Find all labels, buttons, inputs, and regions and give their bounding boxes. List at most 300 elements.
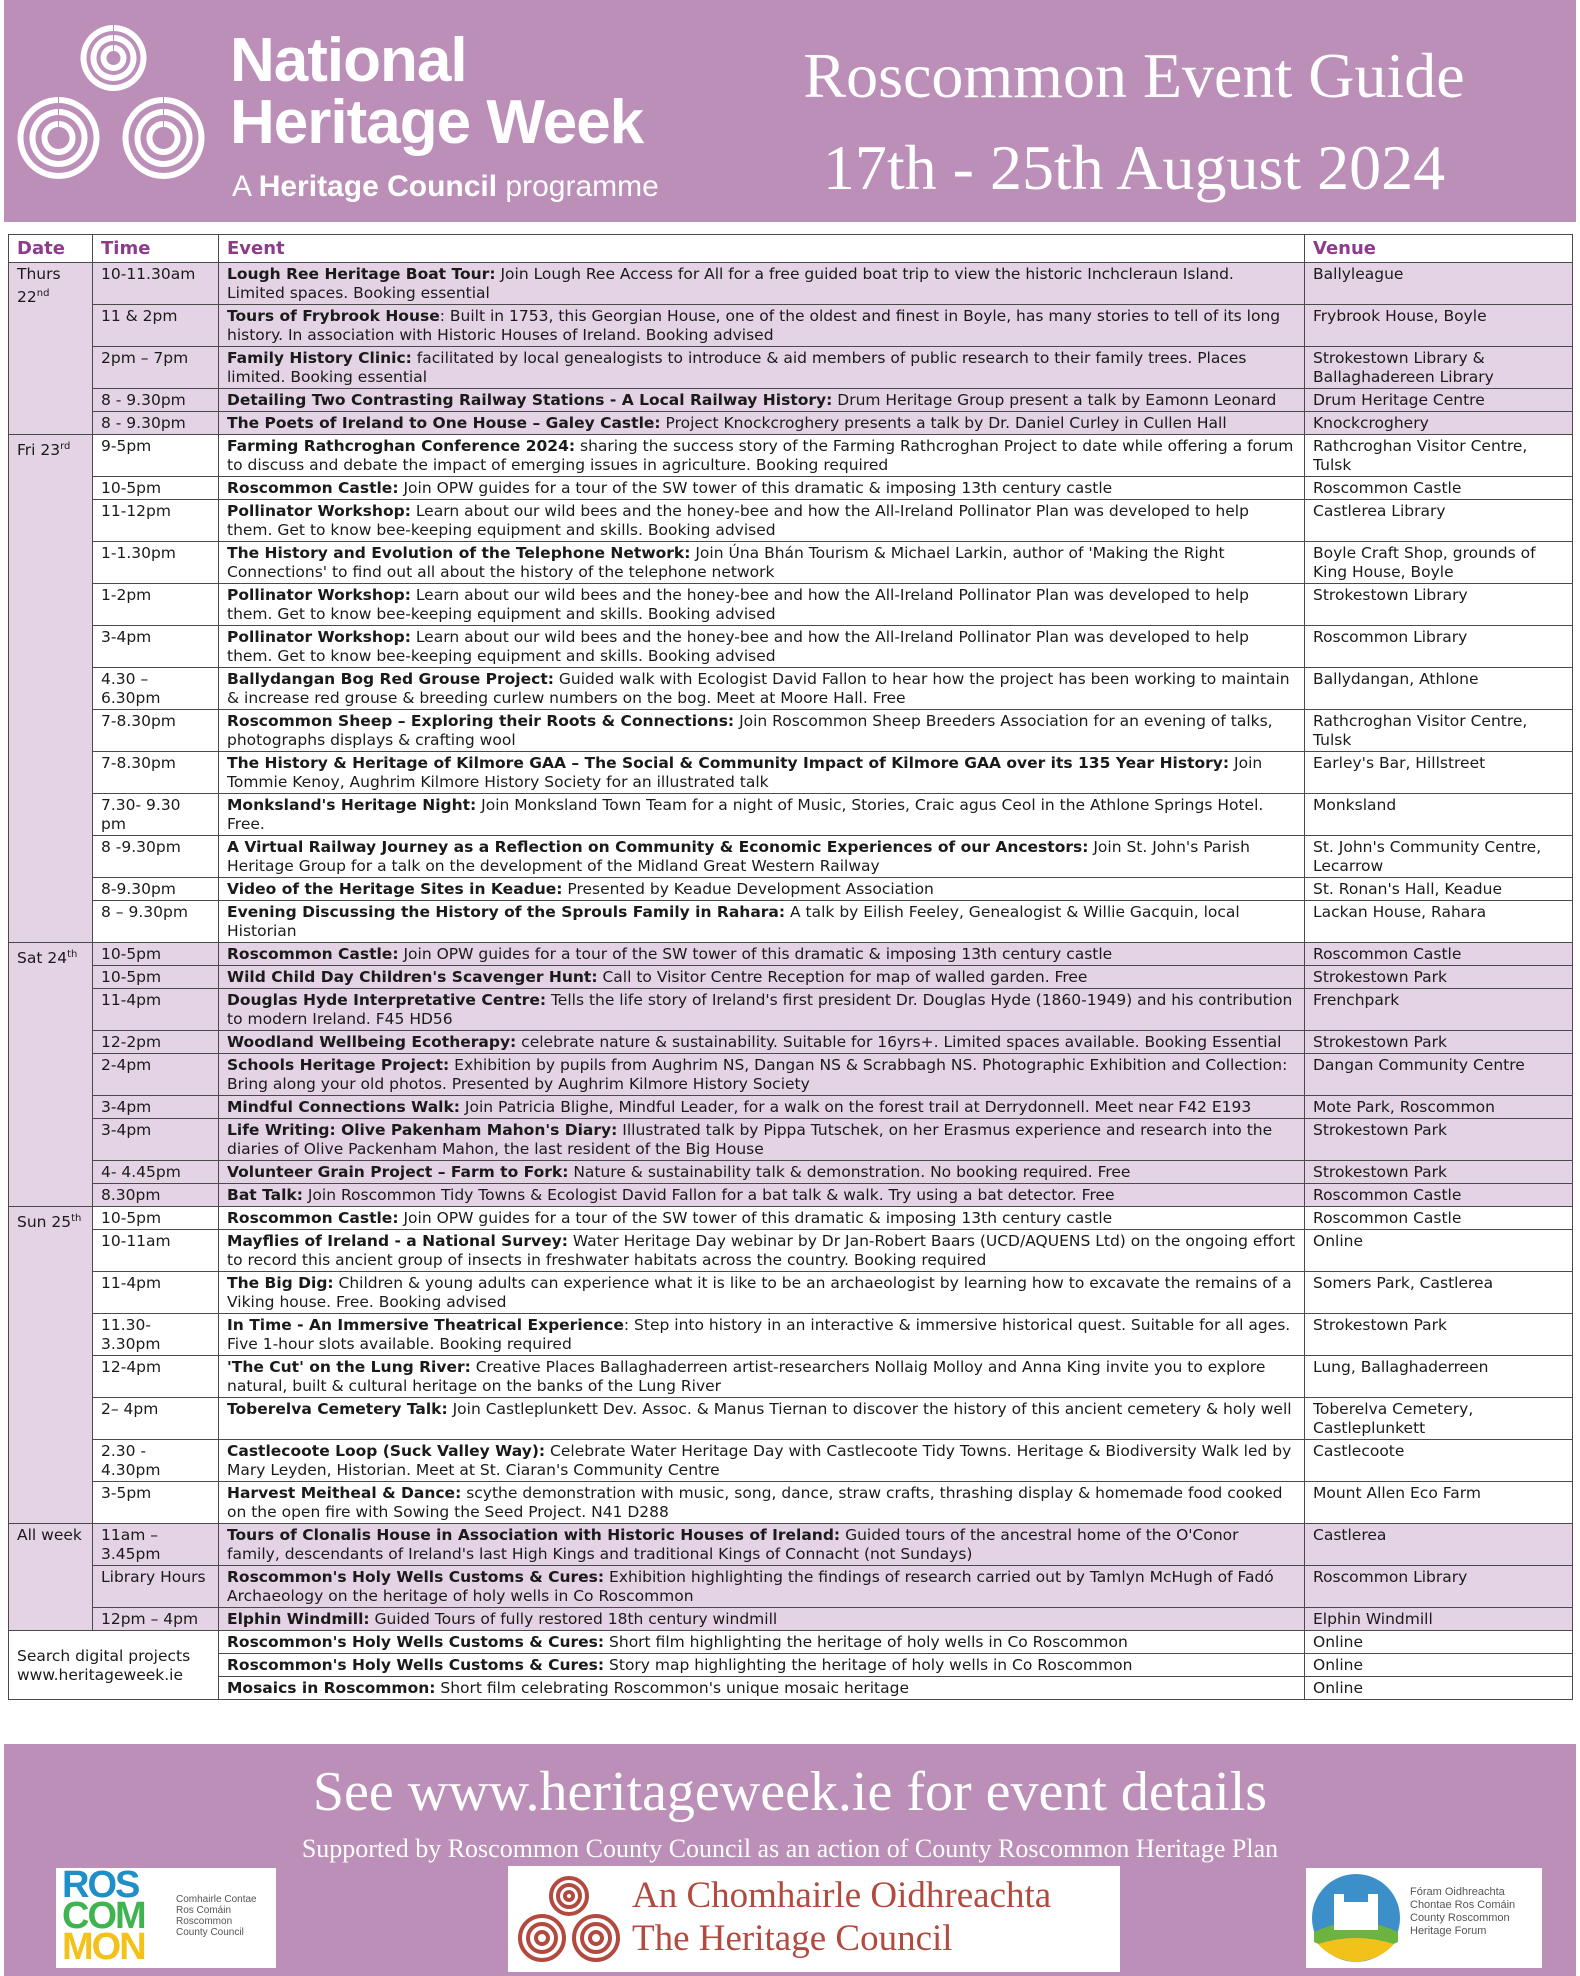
event-row (9, 668, 1573, 710)
event-title: Douglas Hyde Interpretative Centre: (227, 991, 547, 1009)
footer-banner (4, 1744, 1576, 1976)
event-title: A Virtual Railway Journey as a Reflection on Community & Economic Experiences of our Ancestors: (227, 838, 1089, 856)
event-venue: Mount Allen Eco Farm (1305, 1482, 1573, 1524)
events-table (8, 234, 1573, 1700)
event-title: The History and Evolution of the Telephone Network: (227, 544, 691, 562)
event-time: 11.30- 3.30pm (93, 1314, 219, 1356)
event-row (9, 836, 1573, 878)
event-description: Join Úna Bhán Tourism & Michael Larkin, author of 'Making the Right Connections' to find out all about the history of the telephone network (227, 544, 1225, 581)
event-title: Ballydangan Bog Red Grouse Project: (227, 670, 554, 688)
event-title: Castlecoote Loop (Suck Valley Way): (227, 1442, 546, 1460)
event-title: Video of the Heritage Sites in Keadue: (227, 880, 563, 898)
event-description-cell (219, 943, 1305, 966)
event-description: Illustrated talk by Pippa Tutschek, on her Erasmus experience and research into the diaries of Olive Packenham Mahon, the last resident of the Big House (227, 1121, 1273, 1158)
event-venue: Rathcroghan Visitor Centre, Tulsk (1305, 710, 1573, 752)
event-description: Project Knockcroghery presents a talk by Dr. Daniel Curley in Cullen Hall (660, 414, 1227, 432)
event-title: Harvest Meitheal & Dance: (227, 1484, 462, 1502)
event-time: 10-5pm (93, 477, 219, 500)
event-title: Roscommon Castle: (227, 1209, 399, 1227)
event-time: 11-4pm (93, 989, 219, 1031)
castle-circle-icon (1310, 1872, 1402, 1964)
digital-project-title: Roscommon's Holy Wells Customs & Cures: (227, 1656, 605, 1674)
event-time: 2– 4pm (93, 1398, 219, 1440)
event-description: Learn about our wild bees and the honey-bee and how the All-Ireland Pollinator Plan was developed to help them. Get to know bee-keeping equipment and skills. Booking advised (227, 502, 1249, 539)
event-description-cell (219, 1031, 1305, 1054)
forum-text-line: Fóram Oidhreachta (1410, 1886, 1505, 1898)
heritage-council-name (632, 1874, 1051, 1960)
event-time: 3-5pm (93, 1482, 219, 1524)
ros-text-line: Comhairle Contae (176, 1894, 257, 1905)
triple-spiral-logo-icon (14, 18, 214, 188)
digital-project-title: Mosaics in Roscommon: (227, 1679, 436, 1697)
event-description-cell (219, 500, 1305, 542)
event-title: Family History Clinic: (227, 349, 412, 367)
heritage-council-logo (508, 1866, 1120, 1972)
event-description: Join Patricia Blighe, Mindful Leader, for a walk on the forest trail at Derrydonnell. Meet near F42 E193 (460, 1098, 1252, 1116)
event-title: Roscommon Sheep – Exploring their Roots & Connections: (227, 712, 735, 730)
event-description-cell (219, 1482, 1305, 1524)
event-description-cell (219, 1230, 1305, 1272)
event-time: 8 - 9.30pm (93, 412, 219, 435)
event-description-cell (219, 1161, 1305, 1184)
event-time: 10-5pm (93, 966, 219, 989)
event-venue: Strokestown Park (1305, 1161, 1573, 1184)
event-time: 8.30pm (93, 1184, 219, 1207)
event-description: Exhibition by pupils from Aughrim NS, Dangan NS & Scrabbagh NS. Photographic Exhibition and Collection: Bring along your old photos. Presented by Aughrim Kilmore History Society (227, 1056, 1288, 1093)
event-title: Roscommon Castle: (227, 479, 399, 497)
event-time: 2pm – 7pm (93, 347, 219, 389)
event-row (9, 1608, 1573, 1631)
digital-project-row (9, 1654, 1573, 1677)
event-venue: St. Ronan's Hall, Keadue (1305, 878, 1573, 901)
event-title: Pollinator Workshop: (227, 628, 411, 646)
header-banner (4, 0, 1576, 222)
event-title: Volunteer Grain Project – Farm to Fork: (227, 1163, 569, 1181)
event-venue: Roscommon Castle (1305, 477, 1573, 500)
event-row (9, 477, 1573, 500)
event-venue: Elphin Windmill (1305, 1608, 1573, 1631)
event-venue: Lung, Ballaghaderreen (1305, 1356, 1573, 1398)
event-description-cell (219, 626, 1305, 668)
programme-title-line1: National (230, 26, 467, 95)
event-venue: Earley's Bar, Hillstreet (1305, 752, 1573, 794)
event-row (9, 710, 1573, 752)
digital-project-cell (219, 1677, 1305, 1700)
event-venue: Roscommon Library (1305, 1566, 1573, 1608)
forum-logo-text (1410, 1886, 1515, 1938)
event-time: 8 -9.30pm (93, 836, 219, 878)
event-description-cell (219, 836, 1305, 878)
event-row (9, 1031, 1573, 1054)
event-time: 11am – 3.45pm (93, 1524, 219, 1566)
guide-title-line: Roscommon Event Guide (803, 40, 1465, 111)
event-title: Roscommon Castle: (227, 945, 399, 963)
event-row (9, 626, 1573, 668)
event-title: Farming Rathcroghan Conference 2024: (227, 437, 576, 455)
event-time: 10-11am (93, 1230, 219, 1272)
hc-name-irish: An Chomhairle Oidhreachta (632, 1875, 1052, 1916)
event-venue: Lackan House, Rahara (1305, 901, 1573, 943)
event-date-suffix: rd (60, 441, 71, 452)
digital-project-description: Short film highlighting the heritage of holy wells in Co Roscommon (604, 1633, 1128, 1651)
event-description-cell (219, 263, 1305, 305)
event-description-cell (219, 1119, 1305, 1161)
event-time: 3-4pm (93, 1096, 219, 1119)
event-time: 10-5pm (93, 1207, 219, 1230)
event-venue: Strokestown Park (1305, 1314, 1573, 1356)
event-description: Join Castleplunkett Dev. Assoc. & Manus Tiernan to discover the history of this ancient cemetery & holy well (447, 1400, 1292, 1418)
event-date: Thurs (17, 265, 61, 283)
event-description-cell (219, 1398, 1305, 1440)
event-description: sharing the success story of the Farming Rathcroghan Project to date while offering a forum to discuss and debate the impact of emerging issues in agriculture. Booking required (227, 437, 1294, 474)
ros-letters-line1: ROS (62, 1864, 139, 1906)
event-venue: Frenchpark (1305, 989, 1573, 1031)
event-date-cell (9, 943, 93, 1207)
event-row (9, 1566, 1573, 1608)
event-date-cell (9, 1207, 93, 1524)
event-description-cell (219, 1566, 1305, 1608)
column-header-time: Time (93, 235, 219, 263)
event-row (9, 1524, 1573, 1566)
event-description-cell (219, 1608, 1305, 1631)
event-row (9, 901, 1573, 943)
event-venue: Ballyleague (1305, 263, 1573, 305)
event-row (9, 500, 1573, 542)
event-time: Library Hours (93, 1566, 219, 1608)
event-row (9, 263, 1573, 305)
event-venue: Strokestown Park (1305, 966, 1573, 989)
event-description-cell (219, 1356, 1305, 1398)
event-title: 'The Cut' on the Lung River: (227, 1358, 471, 1376)
event-venue: Knockcroghery (1305, 412, 1573, 435)
event-venue: Somers Park, Castlerea (1305, 1272, 1573, 1314)
event-description: Celebrate Water Heritage Day with Castlecoote Tidy Towns. Heritage & Biodiversity Walk led by Mary Leyden, Historian. Meet at St. Ciaran's Community Centre (227, 1442, 1292, 1479)
event-venue: Strokestown Park (1305, 1119, 1573, 1161)
event-description: Guided walk with Ecologist David Fallon to hear how the project has been working to maintain & increase red grouse & breeding curlew numbers on the bog. Meet at Moore Hall. Free (227, 670, 1290, 707)
event-description: Join OPW guides for a tour of the SW tower of this dramatic & imposing 13th century castle (398, 945, 1113, 963)
event-date-cell (9, 1524, 93, 1631)
event-row (9, 1440, 1573, 1482)
event-time: 9-5pm (93, 435, 219, 477)
event-row (9, 389, 1573, 412)
programme-title-line2: Heritage Week (230, 88, 644, 157)
event-time: 11 & 2pm (93, 305, 219, 347)
event-description: Presented by Keadue Development Association (562, 880, 934, 898)
digital-project-cell (219, 1631, 1305, 1654)
event-description: A talk by Eilish Feeley, Genealogist & Willie Gacquin, local Historian (227, 903, 1240, 940)
event-row (9, 584, 1573, 626)
event-description: Exhibition highlighting the findings of research carried out by Tamlyn McHugh of Fadó Archaeology on the heritage of holy wells in Co Roscommon (227, 1568, 1274, 1605)
event-time: 4- 4.45pm (93, 1161, 219, 1184)
event-venue: Strokestown Library (1305, 584, 1573, 626)
ros-logo-letters (62, 1864, 145, 1968)
event-description: Join Lough Ree Access for All for a free guided boat trip to view the historic Inchcleraun Island. Limited spaces. Booking essential (227, 265, 1234, 302)
event-date-number: 22 (17, 288, 37, 307)
event-title: Pollinator Workshop: (227, 586, 411, 604)
event-description: Join OPW guides for a tour of the SW tower of this dramatic & imposing 13th century castle (398, 479, 1113, 497)
event-title: Wild Child Day Children's Scavenger Hunt: (227, 968, 598, 986)
ros-letters-line2: COM (62, 1895, 145, 1937)
event-description: : Step into history in an interactive & immersive historical quest. Suitable for all ages. Five 1-hour slots available. Booking required (227, 1316, 1291, 1353)
digital-label-line1: Search digital projects (17, 1646, 191, 1665)
event-title: Bat Talk: (227, 1186, 303, 1204)
event-title: Schools Heritage Project: (227, 1056, 450, 1074)
event-description: Guided tours of the ancestral home of the O'Conor family, descendants of Ireland's last High Kings and traditional Kings of Connacht (not Sundays) (227, 1526, 1239, 1563)
event-time: 12pm – 4pm (93, 1608, 219, 1631)
event-date-suffix: th (67, 949, 78, 960)
event-venue: Dangan Community Centre (1305, 1054, 1573, 1096)
event-description-cell (219, 794, 1305, 836)
digital-project-row (9, 1677, 1573, 1700)
event-row (9, 1356, 1573, 1398)
event-row (9, 412, 1573, 435)
event-title: Detailing Two Contrasting Railway Stations - A Local Railway History: (227, 391, 833, 409)
digital-project-description: Story map highlighting the heritage of holy wells in Co Roscommon (604, 1656, 1133, 1674)
event-title: In Time - An Immersive Theatrical Experience (227, 1316, 624, 1334)
event-description-cell (219, 901, 1305, 943)
event-description-cell (219, 668, 1305, 710)
event-row (9, 943, 1573, 966)
event-description: facilitated by local genealogists to introduce & aid members of public research to their family trees. Places limited. Booking essential (227, 349, 1247, 386)
event-date: All week (17, 1526, 82, 1544)
event-description-cell (219, 1314, 1305, 1356)
event-description: Call to Visitor Centre Reception for map of walled garden. Free (597, 968, 1088, 986)
event-venue: Roscommon Castle (1305, 1207, 1573, 1230)
event-time: 1-2pm (93, 584, 219, 626)
forum-text-line: Chontae Ros Comáin (1410, 1899, 1516, 1911)
event-date: Sun 25 (17, 1213, 72, 1232)
event-row (9, 752, 1573, 794)
event-date-cell (9, 435, 93, 943)
event-description-cell (219, 305, 1305, 347)
event-description: Learn about our wild bees and the honey-bee and how the All-Ireland Pollinator Plan was developed to help them. Get to know bee-keeping equipment and skills. Booking advised (227, 586, 1249, 623)
event-venue: Roscommon Castle (1305, 1184, 1573, 1207)
ros-text-line: County Council (176, 1927, 244, 1938)
event-description-cell (219, 966, 1305, 989)
event-description: Nature & sustainability talk & demonstration. No booking required. Free (568, 1163, 1131, 1181)
event-title: Woodland Wellbeing Ecotherapy: (227, 1033, 517, 1051)
event-venue: Strokestown Park (1305, 1031, 1573, 1054)
event-time: 2.30 - 4.30pm (93, 1440, 219, 1482)
event-title: Elphin Windmill: (227, 1610, 370, 1628)
event-title: Pollinator Workshop: (227, 502, 411, 520)
event-description: Join St. John's Parish Heritage Group for a talk on the development of the Midland Great Western Railway (227, 838, 1250, 875)
event-date: Fri 23 (17, 441, 61, 460)
event-description-cell (219, 389, 1305, 412)
event-venue: St. John's Community Centre, Lecarrow (1305, 836, 1573, 878)
event-row (9, 794, 1573, 836)
event-row (9, 1398, 1573, 1440)
event-row (9, 1272, 1573, 1314)
programme-sub-suffix: programme (505, 170, 659, 203)
digital-project-title: Roscommon's Holy Wells Customs & Cures: (227, 1633, 605, 1651)
event-description-cell (219, 347, 1305, 389)
event-description: Learn about our wild bees and the honey-bee and how the All-Ireland Pollinator Plan was developed to help them. Get to know bee-keeping equipment and skills. Booking advised (227, 628, 1249, 665)
event-title: Life Writing: Olive Pakenham Mahon's Diary: (227, 1121, 618, 1139)
event-description: Join OPW guides for a tour of the SW tower of this dramatic & imposing 13th century castle (398, 1209, 1113, 1227)
event-title: Mindful Connections Walk: (227, 1098, 460, 1116)
digital-project-cell (219, 1654, 1305, 1677)
event-venue: Rathcroghan Visitor Centre, Tulsk (1305, 435, 1573, 477)
event-date-suffix: nd (36, 288, 50, 299)
digital-label-line2: www.heritageweek.ie (17, 1665, 184, 1684)
event-date-suffix: th (71, 1213, 82, 1224)
event-description: Creative Places Ballaghaderreen artist-researchers Nollaig Molloy and Anna King invite you to explore natural, built & cultural heritage on the banks of the Lung River (227, 1358, 1266, 1395)
event-venue: Boyle Craft Shop, grounds of King House, Boyle (1305, 542, 1573, 584)
event-row (9, 1119, 1573, 1161)
roscommon-council-logo (56, 1864, 276, 1968)
event-description-cell (219, 435, 1305, 477)
event-venue: Monksland (1305, 794, 1573, 836)
heritage-forum-logo (1306, 1868, 1542, 1968)
digital-project-description: Short film celebrating Roscommon's unique mosaic heritage (435, 1679, 909, 1697)
digital-project-venue: Online (1305, 1654, 1573, 1677)
event-row (9, 1314, 1573, 1356)
event-time: 4.30 – 6.30pm (93, 668, 219, 710)
event-description-cell (219, 1440, 1305, 1482)
digital-project-venue: Online (1305, 1631, 1573, 1654)
event-row (9, 1230, 1573, 1272)
programme-sub-bold: Heritage Council (258, 170, 498, 203)
event-venue: Roscommon Castle (1305, 943, 1573, 966)
event-row (9, 305, 1573, 347)
event-venue: Roscommon Library (1305, 626, 1573, 668)
ros-logo-text (176, 1894, 257, 1938)
event-time: 12-4pm (93, 1356, 219, 1398)
ros-letters-line3: MON (62, 1926, 145, 1968)
event-time: 8-9.30pm (93, 878, 219, 901)
event-description-cell (219, 477, 1305, 500)
event-row (9, 878, 1573, 901)
event-venue: Online (1305, 1230, 1573, 1272)
event-description-cell (219, 412, 1305, 435)
event-title: Toberelva Cemetery Talk: (227, 1400, 448, 1418)
supported-by-text: Supported by Roscommon County Council as an action of County Roscommon Heritage Plan (301, 1834, 1279, 1863)
forum-text-line: County Roscommon (1410, 1912, 1510, 1924)
event-venue: Castlerea Library (1305, 500, 1573, 542)
event-time: 7-8.30pm (93, 710, 219, 752)
see-website-text: See www.heritageweek.ie for event details (312, 1761, 1268, 1823)
event-title: Tours of Frybrook House (227, 307, 440, 325)
event-title: Evening Discussing the History of the Sprouls Family in Rahara: (227, 903, 786, 921)
event-venue: Castlecoote (1305, 1440, 1573, 1482)
digital-project-venue: Online (1305, 1677, 1573, 1700)
programme-sub-prefix: A (232, 170, 251, 203)
event-venue: Castlerea (1305, 1524, 1573, 1566)
event-row (9, 1096, 1573, 1119)
digital-project-row (9, 1631, 1573, 1654)
event-description: Drum Heritage Group present a talk by Eamonn Leonard (832, 391, 1277, 409)
event-row (9, 1161, 1573, 1184)
event-description-cell (219, 584, 1305, 626)
event-date: Sat 24 (17, 949, 68, 968)
event-venue: Toberelva Cemetery, Castleplunkett (1305, 1398, 1573, 1440)
event-description-cell (219, 1272, 1305, 1314)
event-time: 11-4pm (93, 1272, 219, 1314)
programme-subtitle (232, 170, 659, 204)
event-description-cell (219, 1524, 1305, 1566)
programme-title (230, 26, 644, 157)
event-time: 11-12pm (93, 500, 219, 542)
event-description-cell (219, 878, 1305, 901)
event-time: 1-1.30pm (93, 542, 219, 584)
event-row (9, 542, 1573, 584)
column-header-venue: Venue (1305, 235, 1573, 263)
event-time: 2-4pm (93, 1054, 219, 1096)
event-time: 3-4pm (93, 626, 219, 668)
event-description-cell (219, 1184, 1305, 1207)
event-description-cell (219, 542, 1305, 584)
event-description: Join Roscommon Sheep Breeders Association for an evening of talks, photographs displays & crafting wool (227, 712, 1273, 749)
event-description: celebrate nature & sustainability. Suitable for 16yrs+. Limited spaces available. Booking Essential (516, 1033, 1282, 1051)
event-time: 10-11.30am (93, 263, 219, 305)
event-title: The Big Dig: (227, 1274, 334, 1292)
event-description-cell (219, 1096, 1305, 1119)
event-description-cell (219, 710, 1305, 752)
event-description: Join Monksland Town Team for a night of Music, Stories, Craic agus Ceol in the Athlone Springs Hotel. Free. (227, 796, 1264, 833)
guide-dates: 17th - 25th August 2024 (822, 132, 1446, 203)
event-title: Monksland's Heritage Night: (227, 796, 477, 814)
event-description: Join Tommie Kenoy, Aughrim Kilmore History Society for an illustrated talk (227, 754, 1263, 791)
event-row (9, 1207, 1573, 1230)
event-time: 12-2pm (93, 1031, 219, 1054)
event-title: Lough Ree Heritage Boat Tour: (227, 265, 496, 283)
event-row (9, 989, 1573, 1031)
event-venue: Ballydangan, Athlone (1305, 668, 1573, 710)
hc-name-english: The Heritage Council (632, 1918, 953, 1959)
table-header-row (9, 235, 1573, 263)
event-description-cell (219, 1054, 1305, 1096)
event-row (9, 1482, 1573, 1524)
event-venue: Frybrook House, Boyle (1305, 305, 1573, 347)
event-date-cell (9, 263, 93, 435)
event-title: Mayflies of Ireland - a National Survey: (227, 1232, 568, 1250)
event-row (9, 966, 1573, 989)
event-description: Water Heritage Day webinar by Dr Jan-Robert Baars (UCD/AQUENS Ltd) on the ongoing effort to record this ancient group of insects in freshwater habitats across the country. Booking required (227, 1232, 1296, 1269)
forum-text-line: Heritage Forum (1410, 1925, 1487, 1937)
event-venue: Drum Heritage Centre (1305, 389, 1573, 412)
event-time: 8 - 9.30pm (93, 389, 219, 412)
heritage-council-spiral-icon (514, 1872, 624, 1966)
ros-text-line: Roscommon (176, 1916, 233, 1927)
event-title: The History & Heritage of Kilmore GAA – The Social & Community Impact of Kilmore GAA over its 135 Year History: (227, 754, 1230, 772)
event-venue: Mote Park, Roscommon (1305, 1096, 1573, 1119)
event-description-cell (219, 989, 1305, 1031)
event-description-cell (219, 1207, 1305, 1230)
ros-text-line: Ros Comáin (176, 1905, 232, 1916)
event-row (9, 1054, 1573, 1096)
event-description-cell (219, 752, 1305, 794)
guide-title (704, 30, 1564, 214)
event-title: Tours of Clonalis House in Association with Historic Houses of Ireland: (227, 1526, 841, 1544)
event-row (9, 435, 1573, 477)
event-title: Roscommon's Holy Wells Customs & Cures: (227, 1568, 605, 1586)
event-time: 8 – 9.30pm (93, 901, 219, 943)
event-description: Tells the life story of Ireland's first president Dr. Douglas Hyde (1860-1949) and his contribution to modern Ireland. F45 HD56 (227, 991, 1293, 1028)
digital-projects-label (9, 1631, 219, 1700)
event-description: Guided Tours of fully restored 18th century windmill (369, 1610, 778, 1628)
event-description: Join Roscommon Tidy Towns & Ecologist David Fallon for a bat talk & walk. Try using a bat detector. Free (302, 1186, 1115, 1204)
event-time: 7.30- 9.30 pm (93, 794, 219, 836)
events-body (9, 263, 1573, 1700)
event-description: : Built in 1753, this Georgian House, one of the oldest and finest in Boyle, has many stories to tell of its long history. In association with Historic Houses of Ireland. Booking advised (227, 307, 1281, 344)
column-header-event: Event (219, 235, 1305, 263)
event-time: 7-8.30pm (93, 752, 219, 794)
event-title: The Poets of Ireland to One House – Galey Castle: (227, 414, 661, 432)
event-description: scythe demonstration with music, song, dance, straw crafts, thrashing display & homemade food cooked on the open fire with Sowing the Seed Project. N41 D288 (227, 1484, 1283, 1521)
column-header-date: Date (9, 235, 93, 263)
event-row (9, 347, 1573, 389)
